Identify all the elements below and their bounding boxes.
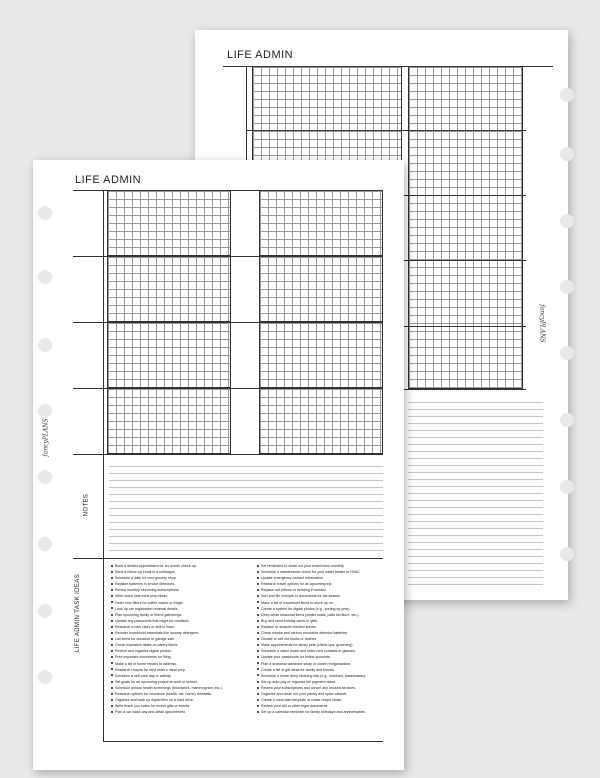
task-item[interactable]: Book a dentist appointment for six month check-up. [111, 563, 223, 569]
task-item[interactable]: Donate or sell old books or clothes. [257, 636, 366, 642]
grid-cell [107, 256, 231, 322]
task-item[interactable]: Create a meal plan template or rotate recipe ideas. [257, 697, 366, 703]
page-title: LIFE ADMIN [227, 49, 294, 61]
section-divider [246, 130, 526, 131]
grid-block-right [408, 66, 523, 389]
task-item[interactable]: Make appointments for family pets (check-ups, grooming). [257, 642, 366, 648]
binder-hole [38, 470, 52, 484]
bottom-divider [103, 741, 383, 742]
task-item[interactable]: Check smoke and carbon monoxide detector batteries. [257, 630, 366, 636]
task-item[interactable]: Check expiration dates on pantry items. [111, 642, 223, 648]
page-title: LIFE ADMIN [75, 174, 142, 186]
section-divider [73, 558, 383, 559]
binder-hole [560, 480, 574, 494]
binder-hole [38, 670, 52, 684]
grid-cell [259, 322, 383, 388]
task-item[interactable]: Plan upcoming family or friend gatherings. [111, 612, 223, 618]
notes-lines[interactable] [109, 460, 383, 556]
task-item[interactable]: Set up auto-pay or organize bill payment dates. [257, 679, 366, 685]
task-item[interactable]: Plan a seasonal wardrobe swap or closet reorganization. [257, 661, 366, 667]
grid-cell [107, 190, 231, 256]
task-item[interactable]: Review your subscriptions and cancel any unused services. [257, 685, 366, 691]
task-item[interactable]: Write down new meal prep ideas. [111, 593, 223, 599]
task-item[interactable]: Update any passwords that might be outdated. [111, 618, 223, 624]
tasks-label: LIFE ADMIN TASK IDEAS [75, 573, 82, 653]
task-item[interactable]: Schedule a home deep cleaning day (e.g., windows, baseboards). [257, 673, 366, 679]
task-item[interactable]: Write thank you notes for recent gifts or events. [111, 703, 223, 709]
binder-hole [38, 404, 52, 418]
binder-hole [560, 280, 574, 294]
task-item[interactable]: Schedule a maintenance check for your water heater or HVAC. [257, 569, 366, 575]
task-list-right [257, 563, 366, 715]
task-item[interactable]: Set up a calendar reminder for family birthdays and anniversaries. [257, 709, 366, 715]
section-divider [73, 388, 383, 389]
section-divider [73, 322, 383, 323]
binder-hole [38, 206, 52, 220]
task-item[interactable]: Set reminders to clean out your email inbox monthly. [257, 563, 366, 569]
binder-hole [38, 604, 52, 618]
task-item[interactable]: Look up car registration renewal details. [111, 606, 223, 612]
binder-hole [560, 413, 574, 427]
binder-hole [560, 88, 574, 102]
binder-hole [38, 338, 52, 352]
binder-hole [560, 547, 574, 561]
label-column-line [103, 190, 104, 741]
binder-hole [560, 214, 574, 228]
task-item[interactable]: Sort and file receipts or documents for tax season. [257, 593, 366, 599]
task-item[interactable]: Create a list of gift ideas for family and friends. [257, 667, 366, 673]
task-item[interactable]: Update your passwords for online accounts. [257, 654, 366, 660]
task-item[interactable]: Create a system for digital photos (e.g., sorting by year). [257, 606, 366, 612]
task-item[interactable]: Reorder household essentials like laundry detergent. [111, 630, 223, 636]
grid-cell [259, 190, 383, 256]
section-divider [73, 454, 383, 455]
task-ideas-list [111, 563, 381, 723]
brand-logo: fancyPLANS [42, 418, 50, 457]
brand-logo: fancyPLANS [538, 304, 546, 343]
task-item[interactable]: Research a new class or skill to learn. [111, 624, 223, 630]
section-divider [73, 256, 383, 257]
task-item[interactable]: Renew monthly streaming subscriptions. [111, 587, 223, 593]
task-item[interactable]: Buy and send holiday cards or gifts. [257, 618, 366, 624]
task-item[interactable]: Set goals for an upcoming project at work or school. [111, 679, 223, 685]
task-item[interactable]: Schedule a self-care day or activity. [111, 673, 223, 679]
task-item[interactable]: Replace batteries in smoke detectors. [111, 581, 223, 587]
task-item[interactable]: Review and organize digital photos. [111, 648, 223, 654]
task-item[interactable]: Make a list of household items to stock up on. [257, 600, 366, 606]
task-item[interactable]: Order new filters for coffee maker or fridge. [111, 600, 223, 606]
grid-cell [107, 322, 231, 388]
task-item[interactable]: Schedule a date for next grocery shop. [111, 575, 223, 581]
binder-hole [38, 537, 52, 551]
binder-hole [560, 147, 574, 161]
task-item[interactable]: Research travel options for an upcoming trip. [257, 581, 366, 587]
task-list-left [111, 563, 223, 715]
task-item[interactable]: Update emergency contact information. [257, 575, 366, 581]
binder-hole [560, 346, 574, 360]
notes-lines [408, 396, 543, 591]
task-item[interactable]: Make a list of home repairs to address. [111, 661, 223, 667]
task-item[interactable]: Replace old pillows or bedding if needed. [257, 587, 366, 593]
grid-cell [259, 388, 383, 454]
grid-cell [259, 256, 383, 322]
task-item[interactable]: List items for donation or garage sale. [111, 636, 223, 642]
task-item[interactable]: Research options for insurance (health, car, home) renewals. [111, 691, 223, 697]
planner-page-front [33, 160, 404, 770]
grid-cell [107, 388, 231, 454]
task-item[interactable]: Send a follow-up email to a colleague. [111, 569, 223, 575]
task-item[interactable]: Print important documents for filing. [111, 654, 223, 660]
task-item[interactable]: Schedule a vision exam and order new contacts or glasses. [257, 648, 366, 654]
task-item[interactable]: Research recipes for next week's meal prep. [111, 667, 223, 673]
task-item[interactable]: Deep clean seasonal items (winter coats, patio furniture, etc.). [257, 612, 366, 618]
task-item[interactable]: Schedule annual health screenings (bloodwork, mammogram, etc.). [111, 685, 223, 691]
task-item[interactable]: Plan a car wash day and detail appointment. [111, 709, 223, 715]
task-item[interactable]: Replace or sharpen kitchen knives. [257, 624, 366, 630]
binder-hole [38, 270, 52, 284]
task-item[interactable]: Review your will or other legal documents. [257, 703, 366, 709]
task-item[interactable]: Organize and back up digital files on a hard drive. [111, 697, 223, 703]
task-item[interactable]: Organize and clean out your pantry and spice cabinet. [257, 691, 366, 697]
notes-label: NOTES [83, 493, 90, 517]
